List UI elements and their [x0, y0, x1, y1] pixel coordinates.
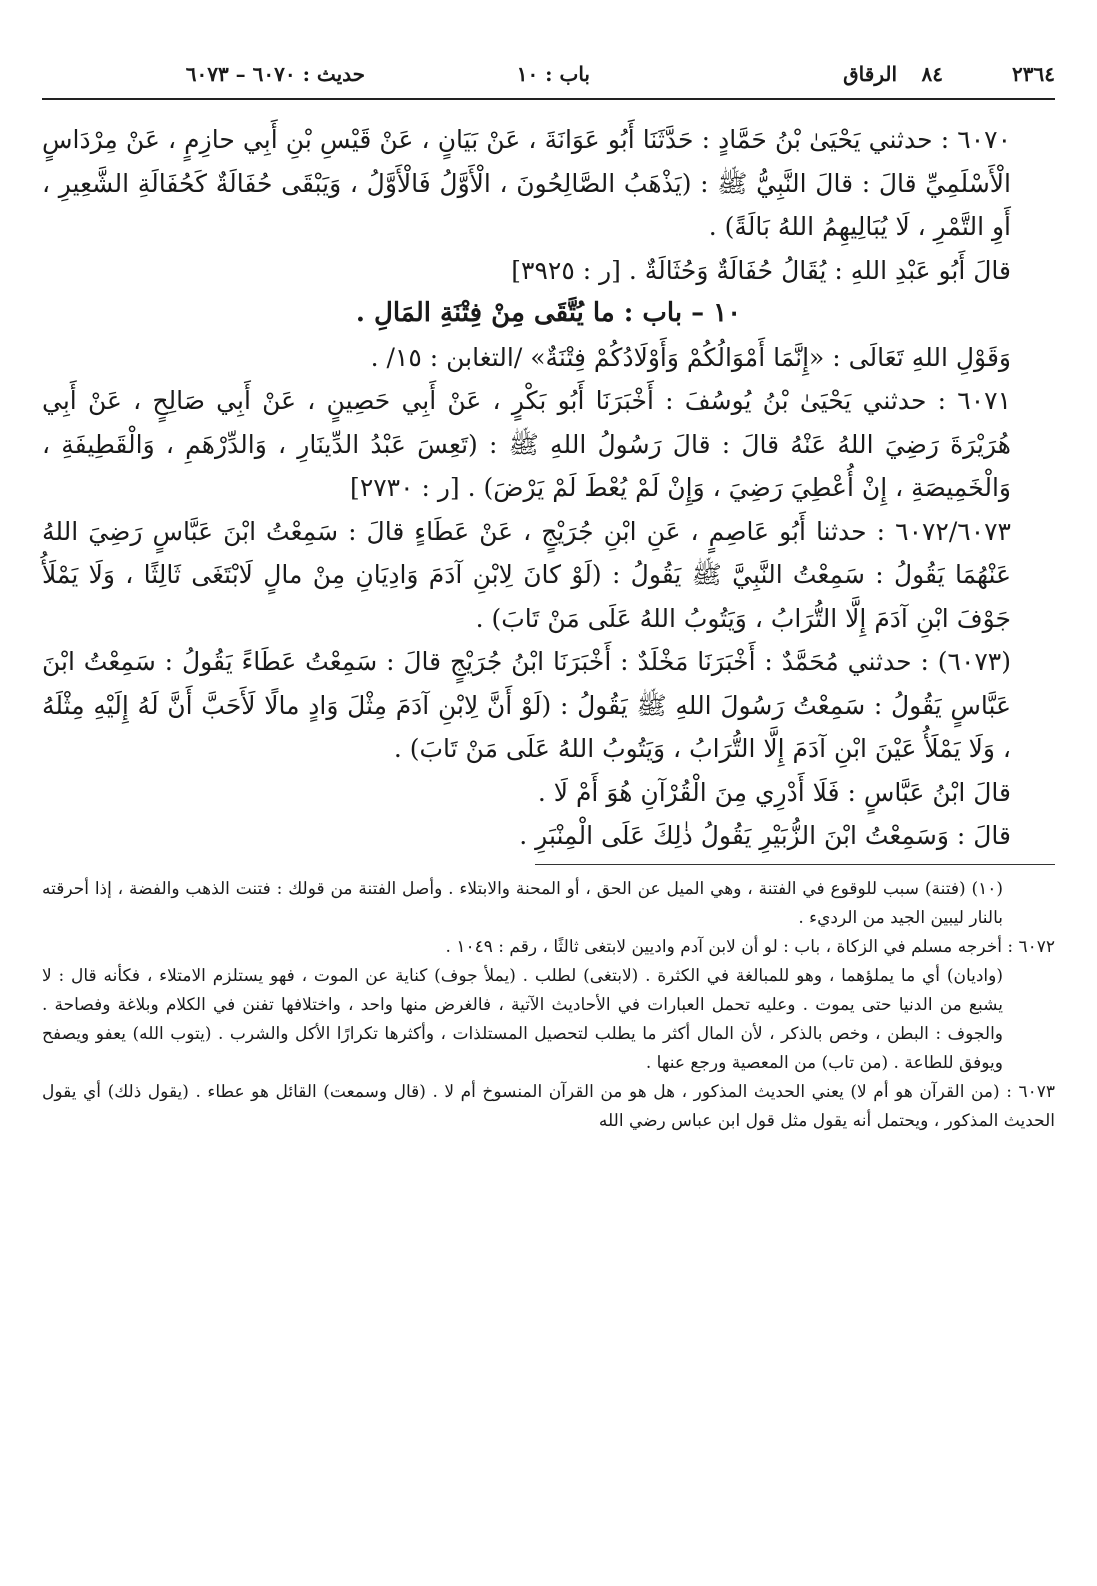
footnotes [42, 875, 1055, 1136]
footnote-separator [535, 864, 1055, 865]
note-6073: ٦٠٧٣ : (من القرآن هو أم لا) يعني الحديث المذكور ، هل هو من القرآن المنسوخ أم لا . (قال وسمعت) القائل هو عطاء . (يقول ذلك) أي يقول الحديث المذكور ، ويحتمل أنه يقول مثل قول ابن عباس رضي الله [42, 1081, 1055, 1131]
hadith-range: حديث : ٦٠٧٠ – ٦٠٧٣ [185, 62, 365, 86]
book-page [42, 48, 1055, 1568]
chapter-title: ١٠ – باب : ما يُتَّقَى مِنْ فِتْنَةِ المَالِ . [355, 298, 742, 328]
note-10: (١٠) (فتنة) سبب للوقوع في الفتنة ، وهي الميل عن الحق ، أو المحنة والابتلاء . وأصل الفتنة من قولك : فتنت الذهب والفضة ، إذا أحرقته بالنار ليبين الجيد من الرديء . [42, 878, 1003, 928]
note-6072-explanation: (واديان) أي ما يملؤهما ، وهو للمبالغة في الكثرة . (لابتغى) لطلب . (يملأ جوف) كناية عن الموت ، فهو يستلزم الامتلاء ، فكأنه قال : لا يشبع من الدنيا حتى يموت . وعليه تحمل العبارات في الأحاديث الآتية ، فالغرض منها واحد ، واختلافها تفنن في الكلام وبلاغة وفصاحة . والجوف : البطن ، وخص بالذكر ، لأن المال أكثر ما يطلب لتحصيل المستلذات ، وأكثرها تكرارًا الأكل والشرب . (يتوب الله) يعفو ويصفح ويوفق للطاعة . (من تاب) من المعصية ورجع عنها . [42, 965, 1003, 1073]
ibn-abbas-comment: قالَ ابْنُ عَبَّاسٍ : فَلَا أَدْرِي مِنَ الْقُرْآنِ هُوَ أَمْ لَا . [537, 777, 1011, 807]
running-header [42, 48, 1055, 100]
ibn-zubayr-comment: قالَ : وَسَمِعْتُ ابْنَ الزُّبَيْرِ يَقُولُ ذٰلِكَ عَلَى الْمِنْبَرِ . [519, 821, 1011, 850]
note-6072-source: ٦٠٧٢ : أخرجه مسلم في الزكاة ، باب : لو أن لابن آدم واديين لابتغى ثالثًا ، رقم : ١٠٤٩ . [445, 936, 1055, 957]
main-text [42, 118, 1055, 858]
book-name: الرقاق [843, 62, 897, 86]
hadith-6073: (٦٠٧٣) : حدثني مُحَمَّدٌ : أَخْبَرَنَا مَخْلَدٌ : أَخْبَرَنَا ابْنُ جُرَيْجٍ قالَ : سَمِعْتُ عَطَاءً يَقُولُ : سَمِعْتُ ابْنَ عَبَّاسٍ يَقُولُ : سَمِعْتُ رَسُولَ اللهِ ﷺ يَقُولُ : (لَوْ أَنَّ لِابْنِ آدَمَ مِثْلَ وَادٍ مالًا لَأَحَبَّ أَنَّ لَهُ إِلَيْهِ مِثْلَهُ ، وَلَا يَمْلَأُ عَيْنَ ابْنِ آدَمَ إِلَّا التُّرَابُ ، وَيَتُوبُ اللهُ عَلَى مَنْ تَابَ) . [42, 647, 1011, 763]
page-number: ٢٣٦٤ [1012, 62, 1055, 86]
chapter-label: باب : ١٠ [516, 62, 590, 86]
book-number: ٨٤ [921, 62, 943, 86]
quran-verse: وَقَوْلِ اللهِ تَعَالَى : «إِنَّمَا أَمْوَالُكُمْ وَأَوْلَادُكُمْ فِتْنَةٌ» /التغابن : ١٥/ . [370, 342, 1011, 372]
abu-abdillah-comment: قالَ أَبُو عَبْدِ اللهِ : يُقَالُ حُفَالَةٌ وَحُثَالَةٌ . [ر : ٣٩٢٥] [511, 255, 1011, 285]
hadith-6071: ٦٠٧١ : حدثني يَحْيَىٰ بْنُ يُوسُفَ : أَخْبَرَنَا أَبُو بَكْرٍ ، عَنْ أَبِي حَصِينٍ ، عَنْ أَبِي صَالِحٍ ، عَنْ أَبِي هُرَيْرَةَ رَضِيَ اللهُ عَنْهُ قالَ : قالَ رَسُولُ اللهِ ﷺ : (تَعِسَ عَبْدُ الدِّينَارِ ، وَالدِّرْهَمِ ، وَالْقَطِيفَةِ ، وَالْخَمِيصَةِ ، إِنْ أُعْطِيَ رَضِيَ ، وَإِنْ لَمْ يُعْطَ لَمْ يَرْضَ) . [ر : ٢٧٣٠] [42, 386, 1011, 502]
hadith-6070: ٦٠٧٠ : حدثني يَحْيَىٰ بْنُ حَمَّادٍ : حَدَّثَنَا أَبُو عَوَانَةَ ، عَنْ بَيَانٍ ، عَنْ قَيْسِ بْنِ أَبِي حازِمٍ ، عَنْ مِرْدَاسٍ الْأَسْلَمِيِّ قالَ : قالَ النَّبِيُّ ﷺ : (يَذْهَبُ الصَّالِحُونَ ، الْأَوَّلُ فَالْأَوَّلُ ، وَيَبْقَى حُفَالَةٌ كَحُفَالَةِ الشَّعِيرِ ، أَوِ التَّمْرِ ، لَا يُبَالِيهِمُ اللهُ بَالَةً) . [42, 125, 1011, 241]
hadith-6072: ٦٠٧٢/٦٠٧٣ : حدثنا أَبُو عَاصِمٍ ، عَنِ ابْنِ جُرَيْجٍ ، عَنْ عَطَاءٍ قالَ : سَمِعْتُ ابْنَ عَبَّاسٍ رَضِيَ اللهُ عَنْهُمَا يَقُولُ : سَمِعْتُ النَّبِيَّ ﷺ يَقُولُ : (لَوْ كانَ لِابْنِ آدَمَ وَادِيَانِ مِنْ مالٍ لَابْتَغَى ثَالِثًا ، وَلَا يَمْلَأُ جَوْفَ ابْنِ آدَمَ إِلَّا التُّرَابُ ، وَيَتُوبُ اللهُ عَلَى مَنْ تَابَ) . [42, 516, 1011, 633]
